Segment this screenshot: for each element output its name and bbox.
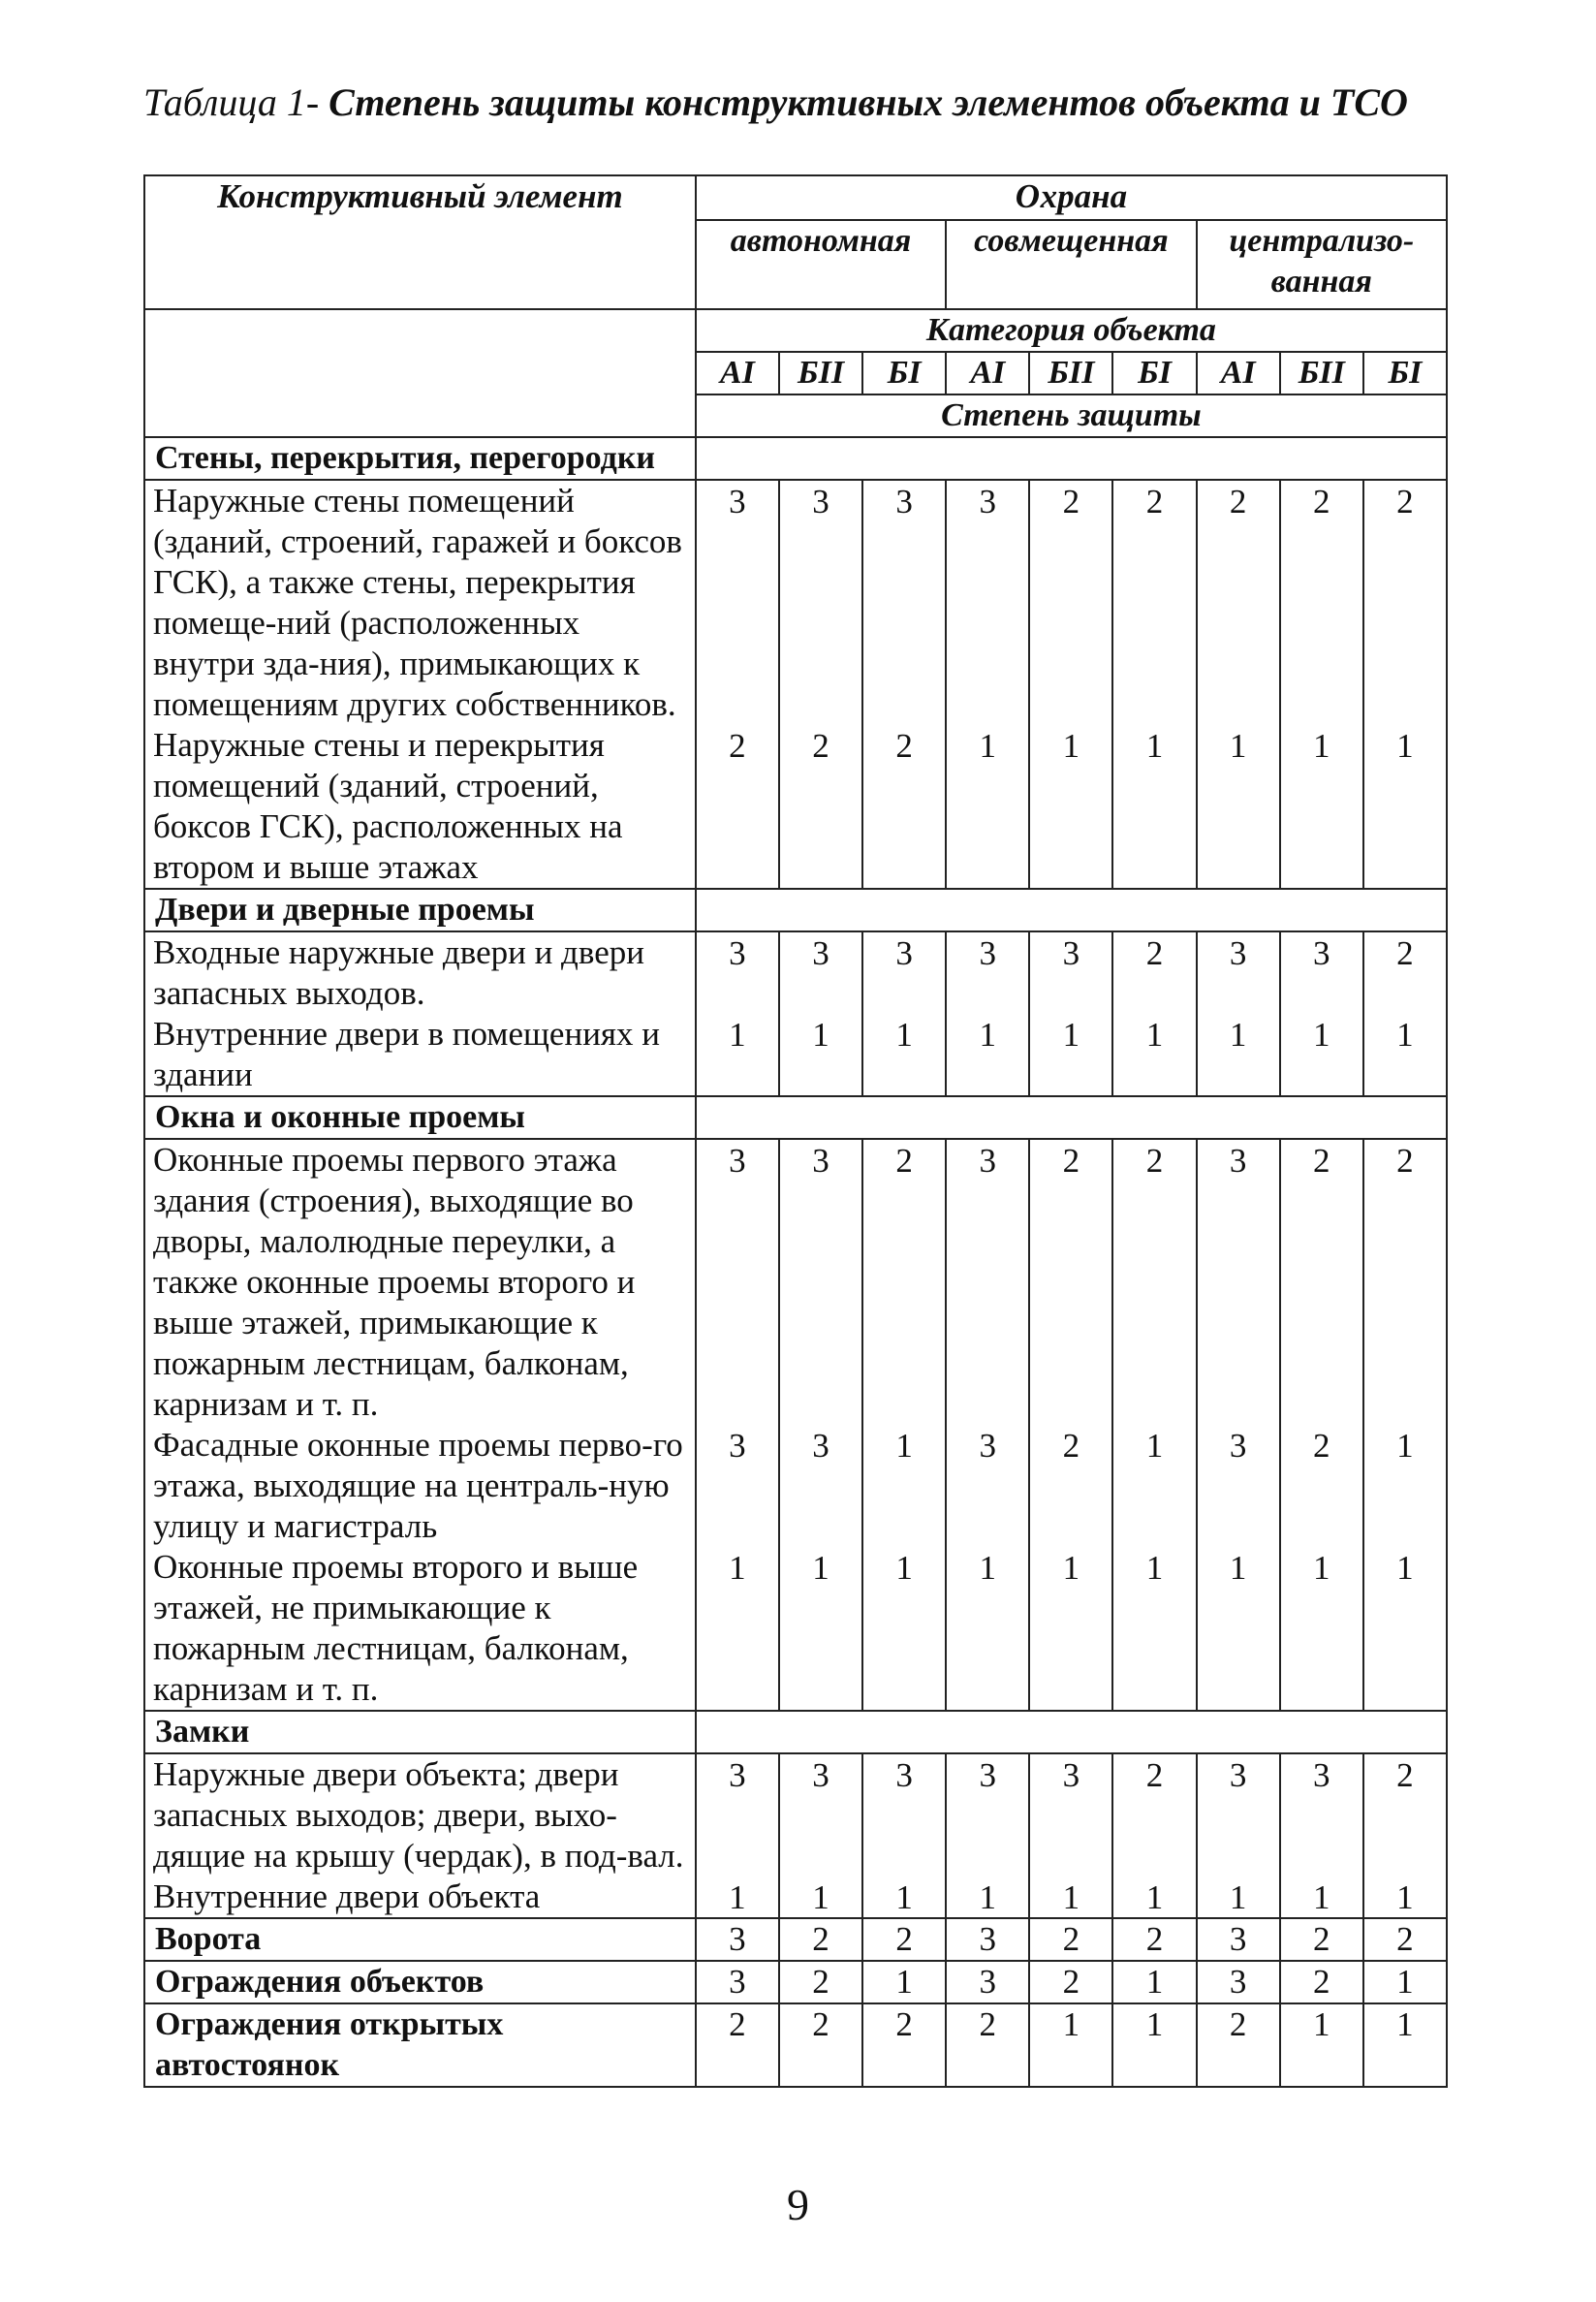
degree-value: 1 xyxy=(979,1016,997,1054)
degree-value: 2 xyxy=(779,1918,862,1961)
degree-value: 2 xyxy=(1396,483,1414,520)
category-header: Категория объекта xyxy=(696,309,1447,352)
degree-value: 2 xyxy=(1029,1961,1112,2003)
value-column-cell xyxy=(946,480,1029,889)
section-row xyxy=(144,889,1447,931)
value-column-cell xyxy=(779,931,862,1096)
degree-value: 3 xyxy=(1197,1961,1280,2003)
value-column-cell xyxy=(862,480,946,889)
value-column-cell xyxy=(1029,480,1112,889)
degree-value: 1 xyxy=(729,1878,746,1916)
degree-value: 3 xyxy=(946,1918,1029,1961)
degree-value: 1 xyxy=(1229,1549,1247,1587)
value-column-cell xyxy=(1112,1753,1196,1918)
degree-value: 1 xyxy=(1145,1427,1164,1465)
degree-value: 2 xyxy=(1145,1756,1164,1794)
element-description: Наружные двери объекта; двери запасных выходов; двери, выхо-дящие на крышу (чердак), в под-вал. xyxy=(153,1755,684,1875)
element-column-header: Конструктивный элемент xyxy=(144,175,696,309)
degree-value: 1 xyxy=(1313,727,1330,765)
group-header-combined: совмещенная xyxy=(946,220,1196,309)
degree-value: 1 xyxy=(1363,1961,1447,2003)
degree-value: 2 xyxy=(1396,934,1414,972)
value-column-cell xyxy=(1112,1139,1196,1711)
degree-value: 1 xyxy=(895,1016,913,1054)
element-descriptions xyxy=(144,1139,696,1711)
degree-value: 1 xyxy=(1313,1549,1330,1587)
value-column-cell xyxy=(696,1139,779,1711)
value-column-cell xyxy=(1029,931,1112,1096)
category-cell: БII xyxy=(779,352,862,394)
degree-value: 1 xyxy=(979,1878,997,1916)
value-column-cell xyxy=(1197,480,1280,889)
degree-value: 1 xyxy=(1280,2003,1363,2087)
degree-value: 3 xyxy=(812,1756,829,1794)
value-column-cell xyxy=(1363,1139,1447,1711)
degree-value: 1 xyxy=(1229,1016,1247,1054)
single-row-title: Ограждения открытых автостоянок xyxy=(144,2003,696,2087)
element-descriptions xyxy=(144,931,696,1096)
single-row xyxy=(144,2003,1447,2087)
caption-prefix: Таблица 1- xyxy=(143,80,320,124)
value-column-cell xyxy=(1363,480,1447,889)
section-title: Замки xyxy=(144,1711,696,1753)
degree-value: 1 xyxy=(812,1016,829,1054)
degree-value: 2 xyxy=(895,1142,913,1180)
degree-value: 3 xyxy=(729,934,746,972)
degree-value: 3 xyxy=(729,1756,746,1794)
value-column-cell xyxy=(779,480,862,889)
degree-value: 3 xyxy=(1313,934,1330,972)
degree-value: 1 xyxy=(729,1016,746,1054)
degree-value: 1 xyxy=(1112,2003,1196,2087)
degree-value: 3 xyxy=(979,934,997,972)
degree-value: 1 xyxy=(1396,727,1414,765)
value-column-cell xyxy=(696,480,779,889)
degree-value: 2 xyxy=(1145,1142,1164,1180)
degree-value: 2 xyxy=(1145,934,1164,972)
category-cell: АI xyxy=(946,352,1029,394)
degree-value: 2 xyxy=(779,2003,862,2087)
degree-header: Степень защиты xyxy=(696,394,1447,437)
degree-value: 3 xyxy=(1229,1427,1247,1465)
value-column-cell xyxy=(1112,480,1196,889)
value-column-cell xyxy=(1280,1753,1363,1918)
value-column-cell xyxy=(862,1753,946,1918)
degree-value: 1 xyxy=(1145,727,1164,765)
degree-value: 1 xyxy=(1396,1016,1414,1054)
element-description: Наружные стены и перекрытия помещений (зданий, строений, боксов ГСК), расположенных на втором и выше этажах xyxy=(153,726,623,886)
degree-value: 2 xyxy=(1062,1427,1080,1465)
degree-value: 3 xyxy=(895,483,913,520)
value-column-cell xyxy=(1363,931,1447,1096)
degree-value: 3 xyxy=(895,1756,913,1794)
degree-value: 3 xyxy=(979,483,997,520)
value-column-cell xyxy=(946,931,1029,1096)
degree-value: 3 xyxy=(979,1427,997,1465)
degree-value: 1 xyxy=(1396,1549,1414,1587)
category-cell: АI xyxy=(1197,352,1280,394)
degree-value: 1 xyxy=(862,1961,946,2003)
element-description: Внутренние двери объекта xyxy=(153,1877,541,1915)
degree-value: 2 xyxy=(1112,1918,1196,1961)
value-column-cell xyxy=(1029,1139,1112,1711)
degree-value: 1 xyxy=(1313,1878,1330,1916)
degree-value: 3 xyxy=(812,1427,829,1465)
section-row xyxy=(144,1711,1447,1753)
protection-table xyxy=(143,174,1448,2088)
degree-value: 2 xyxy=(1062,1142,1080,1180)
table-caption xyxy=(143,79,1500,125)
section-title: Двери и дверные проемы xyxy=(144,889,696,931)
value-column-cell xyxy=(946,1139,1029,1711)
degree-value: 2 xyxy=(696,2003,779,2087)
degree-value: 3 xyxy=(812,934,829,972)
degree-value: 1 xyxy=(1062,1016,1080,1054)
degree-value: 3 xyxy=(729,483,746,520)
degree-value: 2 xyxy=(1062,483,1080,520)
caption-main: Степень защиты конструктивных элементов объекта и ТСО xyxy=(329,80,1408,124)
value-column-cell xyxy=(1112,931,1196,1096)
element-descriptions xyxy=(144,1753,696,1918)
degree-value: 1 xyxy=(1145,1549,1164,1587)
value-column-cell xyxy=(1280,480,1363,889)
degree-value: 3 xyxy=(812,1142,829,1180)
element-descriptions xyxy=(144,480,696,889)
value-column-cell xyxy=(696,1753,779,1918)
degree-value: 3 xyxy=(729,1142,746,1180)
degree-value: 1 xyxy=(895,1427,913,1465)
degree-value: 2 xyxy=(862,1918,946,1961)
degree-value: 1 xyxy=(895,1878,913,1916)
degree-value: 1 xyxy=(812,1878,829,1916)
value-column-cell xyxy=(862,1139,946,1711)
degree-value: 2 xyxy=(1229,483,1247,520)
single-row-title: Ограждения объектов xyxy=(144,1961,696,2003)
table-row xyxy=(144,1139,1447,1711)
degree-value: 3 xyxy=(1313,1756,1330,1794)
value-column-cell xyxy=(946,1753,1029,1918)
degree-value: 3 xyxy=(979,1756,997,1794)
degree-value: 3 xyxy=(729,1427,746,1465)
section-title: Стены, перекрытия, перегородки xyxy=(144,437,696,480)
element-description: Входные наружные двери и двери запасных выходов. xyxy=(153,933,644,1012)
element-description: Оконные проемы первого этажа здания (строения), выходящие во дворы, малолюдные переулки, а также оконные проемы второго и выше этажей, примыкающие к пожарным лестницам, балконам, карнизам и т. п. xyxy=(153,1141,636,1423)
element-description: Внутренние двери в помещениях и здании xyxy=(153,1015,661,1093)
value-column-cell xyxy=(1363,1753,1447,1918)
value-column-cell xyxy=(779,1753,862,1918)
value-column-cell xyxy=(1280,1139,1363,1711)
degree-value: 3 xyxy=(1229,1756,1247,1794)
single-row xyxy=(144,1961,1447,2003)
degree-value: 3 xyxy=(696,1961,779,2003)
single-row xyxy=(144,1918,1447,1961)
degree-value: 2 xyxy=(895,727,913,765)
degree-value: 1 xyxy=(1112,1961,1196,2003)
element-description: Наружные стены помещений (зданий, строений, гаражей и боксов ГСК), а также стены, перекрытия помеще-ний (расположенных внутри зда-ния), примыкающих к помещениям других собственников. xyxy=(153,482,682,723)
table-row xyxy=(144,1753,1447,1918)
degree-value: 3 xyxy=(1062,934,1080,972)
degree-value: 2 xyxy=(1280,1961,1363,2003)
degree-value: 1 xyxy=(729,1549,746,1587)
degree-value: 1 xyxy=(895,1549,913,1587)
degree-value: 3 xyxy=(812,483,829,520)
degree-value: 2 xyxy=(862,2003,946,2087)
group-header-centralized: централизо-ванная xyxy=(1197,220,1447,309)
degree-value: 2 xyxy=(1280,1918,1363,1961)
element-description: Оконные проемы второго и выше этажей, не примыкающие к пожарным лестницам, балконам, карнизам и т. п. xyxy=(153,1548,639,1708)
value-column-cell xyxy=(696,931,779,1096)
degree-value: 3 xyxy=(1229,1142,1247,1180)
section-empty-cell xyxy=(696,1096,1447,1139)
degree-value: 3 xyxy=(1229,934,1247,972)
single-row-title: Ворота xyxy=(144,1918,696,1961)
section-row xyxy=(144,437,1447,480)
category-cell: БI xyxy=(862,352,946,394)
value-column-cell xyxy=(1029,1753,1112,1918)
category-cell: АI xyxy=(696,352,779,394)
degree-value: 3 xyxy=(1062,1756,1080,1794)
value-column-cell xyxy=(1197,931,1280,1096)
degree-value: 1 xyxy=(1145,1878,1164,1916)
degree-value: 1 xyxy=(979,1549,997,1587)
degree-value: 1 xyxy=(1396,1878,1414,1916)
value-column-cell xyxy=(862,931,946,1096)
degree-value: 2 xyxy=(729,727,746,765)
degree-value: 2 xyxy=(1197,2003,1280,2087)
degree-value: 2 xyxy=(1396,1756,1414,1794)
protection-header: Охрана xyxy=(696,175,1447,220)
header-blank-cell xyxy=(144,309,696,437)
table-row xyxy=(144,931,1447,1096)
element-description: Фасадные оконные проемы перво-го этажа, выходящие на централь-ную улицу и магистраль xyxy=(153,1426,683,1545)
group-header-autonomous: автономная xyxy=(696,220,946,309)
degree-value: 2 xyxy=(779,1961,862,2003)
degree-value: 2 xyxy=(1396,1142,1414,1180)
degree-value: 2 xyxy=(1313,483,1330,520)
value-column-cell xyxy=(1197,1753,1280,1918)
degree-value: 3 xyxy=(946,1961,1029,2003)
value-column-cell xyxy=(779,1139,862,1711)
category-cell: БI xyxy=(1112,352,1196,394)
section-empty-cell xyxy=(696,889,1447,931)
degree-value: 1 xyxy=(1396,1427,1414,1465)
degree-value: 2 xyxy=(1145,483,1164,520)
category-cell: БII xyxy=(1280,352,1363,394)
degree-value: 3 xyxy=(895,934,913,972)
value-column-cell xyxy=(1280,931,1363,1096)
page-number: 9 xyxy=(787,2180,809,2229)
degree-value: 2 xyxy=(812,727,829,765)
category-cell: БI xyxy=(1363,352,1447,394)
degree-value: 2 xyxy=(946,2003,1029,2087)
degree-value: 2 xyxy=(1029,1918,1112,1961)
degree-value: 3 xyxy=(696,1918,779,1961)
degree-value: 2 xyxy=(1313,1427,1330,1465)
degree-value: 1 xyxy=(979,727,997,765)
value-column-cell xyxy=(1197,1139,1280,1711)
section-row xyxy=(144,1096,1447,1139)
degree-value: 1 xyxy=(1029,2003,1112,2087)
degree-value: 1 xyxy=(1229,1878,1247,1916)
degree-value: 1 xyxy=(1229,727,1247,765)
degree-value: 1 xyxy=(812,1549,829,1587)
degree-value: 1 xyxy=(1062,1549,1080,1587)
degree-value: 1 xyxy=(1062,1878,1080,1916)
degree-value: 1 xyxy=(1062,727,1080,765)
degree-value: 3 xyxy=(979,1142,997,1180)
degree-value: 2 xyxy=(1363,1918,1447,1961)
degree-value: 3 xyxy=(1197,1918,1280,1961)
section-empty-cell xyxy=(696,437,1447,480)
category-cell: БII xyxy=(1029,352,1112,394)
degree-value: 1 xyxy=(1145,1016,1164,1054)
degree-value: 1 xyxy=(1313,1016,1330,1054)
table-row xyxy=(144,480,1447,889)
section-empty-cell xyxy=(696,1711,1447,1753)
degree-value: 1 xyxy=(1363,2003,1447,2087)
section-title: Окна и оконные проемы xyxy=(144,1096,696,1139)
degree-value: 2 xyxy=(1313,1142,1330,1180)
